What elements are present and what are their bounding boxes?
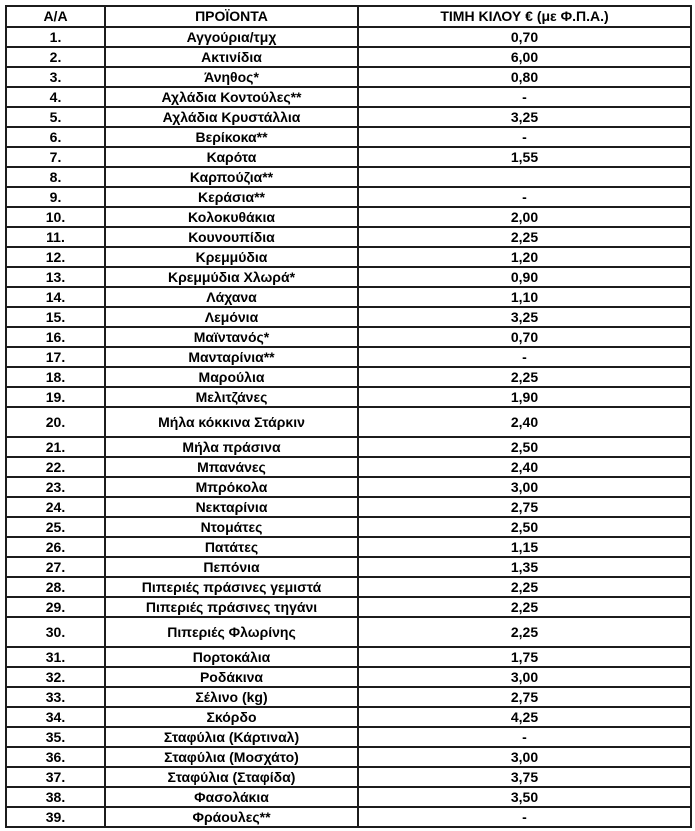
product-name-cell: Πιπεριές πράσινες γεμιστά xyxy=(105,577,358,597)
product-name-cell: Μελιτζάνες xyxy=(105,387,358,407)
table-row xyxy=(6,687,691,707)
row-index-cell: 22. xyxy=(6,457,105,477)
product-name-cell: Λάχανα xyxy=(105,287,358,307)
row-index-cell: 24. xyxy=(6,497,105,517)
table-row xyxy=(6,227,691,247)
product-name-cell: Μανταρίνια** xyxy=(105,347,358,367)
price-value-cell: 1,75 xyxy=(358,647,691,667)
price-value-cell: 2,25 xyxy=(358,617,691,647)
table-row xyxy=(6,407,691,437)
product-name-cell: Φράουλες** xyxy=(105,807,358,827)
row-index-cell: 6. xyxy=(6,127,105,147)
table-row xyxy=(6,747,691,767)
header-row xyxy=(6,6,691,27)
table-row xyxy=(6,267,691,287)
product-name-cell: Μαϊντανός* xyxy=(105,327,358,347)
table-row xyxy=(6,27,691,47)
product-name-cell: Μπανάνες xyxy=(105,457,358,477)
row-index-cell: 39. xyxy=(6,807,105,827)
product-name-cell: Κεράσια** xyxy=(105,187,358,207)
price-value-cell: - xyxy=(358,127,691,147)
row-index-cell: 26. xyxy=(6,537,105,557)
price-value-cell: 2,75 xyxy=(358,497,691,517)
table-row xyxy=(6,287,691,307)
table-row xyxy=(6,127,691,147)
table-row xyxy=(6,67,691,87)
table-row xyxy=(6,517,691,537)
price-value-cell: 2,50 xyxy=(358,437,691,457)
table-row xyxy=(6,557,691,577)
row-index-cell: 23. xyxy=(6,477,105,497)
row-index-cell: 35. xyxy=(6,727,105,747)
product-name-cell: Μήλα πράσινα xyxy=(105,437,358,457)
price-value-cell xyxy=(358,167,691,187)
price-value-cell: 3,75 xyxy=(358,767,691,787)
table-row xyxy=(6,707,691,727)
product-name-cell: Βερίκοκα** xyxy=(105,127,358,147)
table-row xyxy=(6,47,691,67)
product-name-cell: Αγγούρια/τμχ xyxy=(105,27,358,47)
row-index-cell: 37. xyxy=(6,767,105,787)
price-value-cell: 2,25 xyxy=(358,227,691,247)
product-name-cell: Σέλινο (kg) xyxy=(105,687,358,707)
row-index-cell: 12. xyxy=(6,247,105,267)
price-value-cell: 2,25 xyxy=(358,367,691,387)
price-value-cell: 4,25 xyxy=(358,707,691,727)
product-name-cell: Σταφύλια (Κάρτιναλ) xyxy=(105,727,358,747)
product-name-cell: Καρότα xyxy=(105,147,358,167)
row-index-cell: 17. xyxy=(6,347,105,367)
row-index-cell: 33. xyxy=(6,687,105,707)
table-row xyxy=(6,767,691,787)
row-index-cell: 27. xyxy=(6,557,105,577)
table-row xyxy=(6,477,691,497)
table-row xyxy=(6,327,691,347)
table-row xyxy=(6,387,691,407)
row-index-cell: 32. xyxy=(6,667,105,687)
product-name-cell: Πιπεριές πράσινες τηγάνι xyxy=(105,597,358,617)
price-value-cell: 6,00 xyxy=(358,47,691,67)
row-index-cell: 16. xyxy=(6,327,105,347)
product-name-cell: Κρεμμύδια Χλωρά* xyxy=(105,267,358,287)
price-value-cell: 2,40 xyxy=(358,457,691,477)
product-name-cell: Κρεμμύδια xyxy=(105,247,358,267)
product-name-cell: Καρπούζια** xyxy=(105,167,358,187)
table-row xyxy=(6,597,691,617)
product-name-cell: Κουνουπίδια xyxy=(105,227,358,247)
price-value-cell: 2,40 xyxy=(358,407,691,437)
price-value-cell: 0,80 xyxy=(358,67,691,87)
price-value-cell: 0,90 xyxy=(358,267,691,287)
table-row xyxy=(6,187,691,207)
price-table-body xyxy=(6,27,691,827)
product-name-cell: Πορτοκάλια xyxy=(105,647,358,667)
row-index-cell: 38. xyxy=(6,787,105,807)
price-value-cell: 1,90 xyxy=(358,387,691,407)
price-value-cell: - xyxy=(358,807,691,827)
row-index-cell: 15. xyxy=(6,307,105,327)
product-name-cell: Σταφύλια (Μοσχάτο) xyxy=(105,747,358,767)
product-name-cell: Μαρούλια xyxy=(105,367,358,387)
price-value-cell: - xyxy=(358,187,691,207)
table-row xyxy=(6,537,691,557)
price-value-cell: - xyxy=(358,347,691,367)
price-value-cell: 3,00 xyxy=(358,667,691,687)
product-name-cell: Πατάτες xyxy=(105,537,358,557)
row-index-cell: 14. xyxy=(6,287,105,307)
price-value-cell: 3,00 xyxy=(358,747,691,767)
row-index-cell: 13. xyxy=(6,267,105,287)
table-row xyxy=(6,647,691,667)
product-name-cell: Μπρόκολα xyxy=(105,477,358,497)
table-row xyxy=(6,437,691,457)
product-name-cell: Ροδάκινα xyxy=(105,667,358,687)
product-name-cell: Πιπεριές Φλωρίνης xyxy=(105,617,358,647)
product-name-cell: Φασολάκια xyxy=(105,787,358,807)
row-index-cell: 18. xyxy=(6,367,105,387)
row-index-cell: 21. xyxy=(6,437,105,457)
table-row xyxy=(6,367,691,387)
table-row xyxy=(6,167,691,187)
price-value-cell: - xyxy=(358,727,691,747)
price-value-cell: 2,25 xyxy=(358,577,691,597)
table-row xyxy=(6,787,691,807)
table-row xyxy=(6,577,691,597)
price-value-cell: 1,55 xyxy=(358,147,691,167)
table-row xyxy=(6,107,691,127)
product-name-cell: Κολοκυθάκια xyxy=(105,207,358,227)
price-value-cell: - xyxy=(358,87,691,107)
row-index-cell: 10. xyxy=(6,207,105,227)
row-index-cell: 29. xyxy=(6,597,105,617)
row-index-cell: 4. xyxy=(6,87,105,107)
price-value-cell: 2,00 xyxy=(358,207,691,227)
product-name-cell: Σταφύλια (Σταφίδα) xyxy=(105,767,358,787)
product-name-cell: Νεκταρίνια xyxy=(105,497,358,517)
price-value-cell: 2,25 xyxy=(358,597,691,617)
price-value-cell: 1,15 xyxy=(358,537,691,557)
price-value-cell: 1,35 xyxy=(358,557,691,577)
product-name-cell: Ακτινίδια xyxy=(105,47,358,67)
row-index-cell: 5. xyxy=(6,107,105,127)
table-row xyxy=(6,307,691,327)
table-row xyxy=(6,497,691,517)
product-name-cell: Άνηθος* xyxy=(105,67,358,87)
table-row xyxy=(6,667,691,687)
price-value-cell: 2,50 xyxy=(358,517,691,537)
product-name-cell: Αχλάδια Κοντούλες** xyxy=(105,87,358,107)
table-row xyxy=(6,617,691,647)
price-table-header xyxy=(6,6,691,27)
row-index-cell: 31. xyxy=(6,647,105,667)
row-index-cell: 3. xyxy=(6,67,105,87)
product-name-cell: Αχλάδια Κρυστάλλια xyxy=(105,107,358,127)
product-name-cell: Λεμόνια xyxy=(105,307,358,327)
price-value-cell: 1,10 xyxy=(358,287,691,307)
product-name-cell: Ντομάτες xyxy=(105,517,358,537)
price-value-cell: 3,00 xyxy=(358,477,691,497)
table-row xyxy=(6,807,691,827)
price-value-cell: 1,20 xyxy=(358,247,691,267)
table-row xyxy=(6,347,691,367)
row-index-cell: 36. xyxy=(6,747,105,767)
col-header-price: ΤΙΜΗ ΚΙΛΟΥ € (με Φ.Π.Α.) xyxy=(358,6,691,27)
col-header-index: Α/Α xyxy=(6,6,105,27)
table-row xyxy=(6,247,691,267)
product-name-cell: Σκόρδο xyxy=(105,707,358,727)
row-index-cell: 25. xyxy=(6,517,105,537)
row-index-cell: 7. xyxy=(6,147,105,167)
row-index-cell: 20. xyxy=(6,407,105,437)
row-index-cell: 8. xyxy=(6,167,105,187)
price-value-cell: 3,50 xyxy=(358,787,691,807)
row-index-cell: 34. xyxy=(6,707,105,727)
price-value-cell: 2,75 xyxy=(358,687,691,707)
table-row xyxy=(6,207,691,227)
product-name-cell: Πεπόνια xyxy=(105,557,358,577)
row-index-cell: 9. xyxy=(6,187,105,207)
table-row xyxy=(6,87,691,107)
row-index-cell: 2. xyxy=(6,47,105,67)
price-value-cell: 3,25 xyxy=(358,107,691,127)
row-index-cell: 30. xyxy=(6,617,105,647)
product-name-cell: Μήλα κόκκινα Στάρκιν xyxy=(105,407,358,437)
col-header-product: ΠΡΟΪΟΝΤΑ xyxy=(105,6,358,27)
row-index-cell: 1. xyxy=(6,27,105,47)
price-value-cell: 0,70 xyxy=(358,327,691,347)
price-value-cell: 0,70 xyxy=(358,27,691,47)
table-row xyxy=(6,147,691,167)
price-table xyxy=(5,5,692,828)
price-value-cell: 3,25 xyxy=(358,307,691,327)
row-index-cell: 28. xyxy=(6,577,105,597)
row-index-cell: 11. xyxy=(6,227,105,247)
row-index-cell: 19. xyxy=(6,387,105,407)
table-row xyxy=(6,727,691,747)
table-row xyxy=(6,457,691,477)
